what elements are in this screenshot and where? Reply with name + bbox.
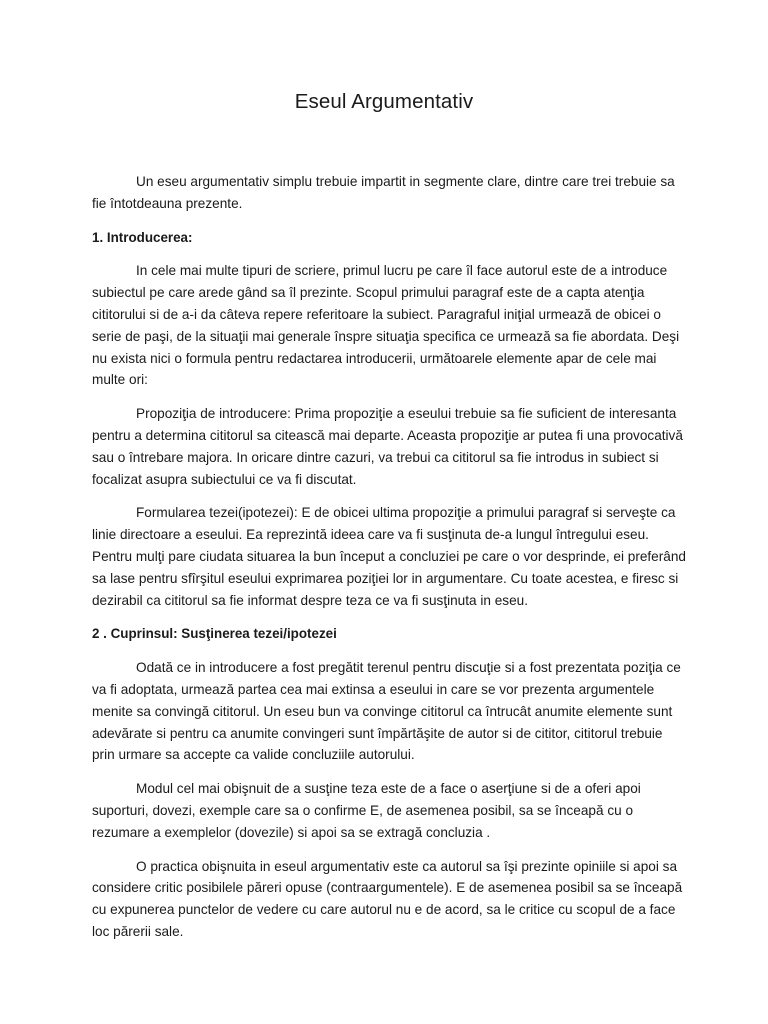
- paragraph-5: Modul cel mai obişnuit de a susţine teza este de a face o aserţiune si de a oferi apoi suporturi, dovezi, exemple care sa o confirme E, de asemenea posibil, sa se înceapă cu o rezumare a exemplelor (dovezile) si apoi sa se extragă concluzia .: [92, 781, 641, 840]
- paragraph-4: Odată ce in introducere a fost pregătit terenul pentru discuţie si a fost prezentata poziţia ce va fi adoptata, urmează partea cea mai extinsa a eseului in care se vor prezenta argumentele menite sa convingă cititorul. Un eseu bun va convinge cititorul ca întrucât anumite elemente sunt adevărate si pentru ca anumite convingeri sunt împărtăşite de autor si de cititor, cititorul trebuie prin urmare sa accepte ca valide concluziile autorului.: [92, 660, 681, 763]
- document-title: Eseul Argumentativ: [294, 90, 474, 113]
- paragraph-3: Formularea tezei(ipotezei): E de obicei ultima propoziţie a primului paragraf si serveşte ca linie directoare a eseului. Ea reprezintă ideea care va fi susţinuta de-a lungul întregului eseu. Pentru mulţi pare ciudata situarea la bun început a concluziei pe care o vor desprinde, ei preferând sa lase pentru sfîrşitul eseului exprimarea poziţiei lor in argumentare. Cu toate acestea, e firesc si dezirabil ca cititorul sa fie informat despre teza ce va fi susţinuta in eseu.: [92, 505, 686, 608]
- paragraph-2: Propoziţia de introducere: Prima propoziţie a eseului trebuie sa fie suficient de interesanta pentru a determina cititorul sa citească mai departe. Aceasta propoziţie ar putea fi una provocativă sau o întrebare majora. In oricare dintre cazuri, va trebui ca cititorul sa fie introdus in subiect si focalizat asupra subiectului ce va fi discutat.: [92, 406, 683, 487]
- section-1-heading: 1. Introducerea:: [92, 229, 193, 245]
- paragraph-1: In cele mai multe tipuri de scriere, primul lucru pe care îl face autorul este de a introduce subiectul pe care arede gând sa îl prezinte. Scopul primului paragraf este de a capta atenţia cititorului si de a-i da câteva repere referitoare la subiect. Paragraful iniţial urmează de obicei o serie de paşi, de la situaţii mai generale înspre situaţia specifica ce urmează sa fie abordata. Deşi nu exista nici o formula pentru redactarea introducerii, următoarele elemente apar de cele mai multe ori:: [92, 263, 680, 388]
- document-body: [92, 171, 688, 955]
- intro-paragraph: Un eseu argumentativ simplu trebuie impartit in segmente clare, dintre care trei trebuie sa fie întotdeauna prezente.: [92, 174, 675, 211]
- paragraph-6: O practica obişnuita in eseul argumentativ este ca autorul sa îşi prezinte opiniile si apoi sa considere critic posibilele păreri opuse (contraargumentele). E de asemenea posibil sa se înceapă cu expunerea punctelor de vedere cu care autorul nu e de acord, sa le critice cu scopul de a face loc părerii sale.: [92, 858, 683, 939]
- section-2-heading: 2 . Cuprinsul: Susţinerea tezei/ipotezei: [92, 626, 337, 642]
